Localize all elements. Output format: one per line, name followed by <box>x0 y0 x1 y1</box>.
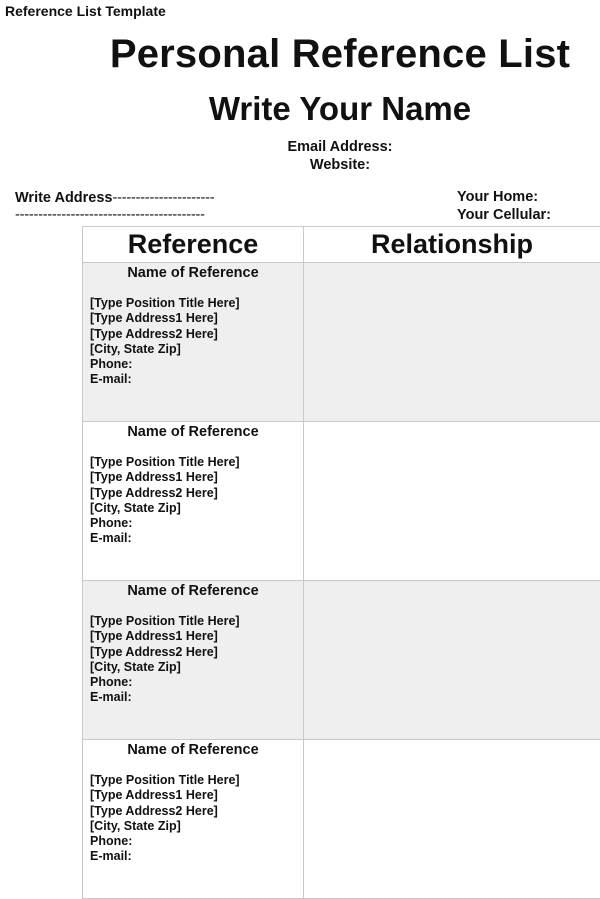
reference-position: [Type Position Title Here] <box>90 773 240 787</box>
reference-city: [City, State Zip] <box>90 341 181 356</box>
website-label: Website: <box>309 157 371 173</box>
reference-city: [City, State Zip] <box>90 818 181 833</box>
reference-cell[interactable] <box>83 581 304 740</box>
reference-name: Name of Reference <box>127 265 259 281</box>
table-row <box>83 581 600 740</box>
page-title: Personal Reference List <box>109 32 571 76</box>
contact-block <box>80 138 600 174</box>
reference-address2: [Type Address2 Here] <box>90 803 218 818</box>
reference-phone: Phone: <box>90 834 133 849</box>
table-header-row <box>83 227 600 263</box>
relationship-cell[interactable] <box>304 263 600 422</box>
reference-email: E-mail: <box>90 531 132 546</box>
table-row <box>83 263 600 422</box>
reference-address1: [Type Address1 Here] <box>90 470 218 485</box>
cell-phone-label: Your Cellular: <box>457 207 551 223</box>
address-dashes-1: ---------------------- <box>112 190 215 206</box>
table-row <box>83 740 600 899</box>
reference-address2: [Type Address2 Here] <box>90 485 218 500</box>
reference-name: Name of Reference <box>127 742 259 758</box>
address-dashes-2: ----------------------------------------- <box>15 207 205 223</box>
reference-name: Name of Reference <box>127 424 259 440</box>
name-heading: Write Your Name <box>208 90 472 127</box>
reference-position: [Type Position Title Here] <box>90 296 240 310</box>
reference-email: E-mail: <box>90 849 132 864</box>
reference-phone: Phone: <box>90 675 133 690</box>
reference-position: [Type Position Title Here] <box>90 455 240 469</box>
reference-phone: Phone: <box>90 516 133 531</box>
table-row <box>83 422 600 581</box>
reference-column-header: Reference <box>83 227 304 263</box>
home-phone-label: Your Home: <box>457 189 539 205</box>
reference-cell[interactable] <box>83 740 304 899</box>
reference-address1: [Type Address1 Here] <box>90 629 218 644</box>
reference-cell[interactable] <box>83 422 304 581</box>
reference-cell[interactable] <box>83 263 304 422</box>
template-label: Reference List Template <box>5 3 166 19</box>
relationship-cell[interactable] <box>304 581 600 740</box>
reference-city: [City, State Zip] <box>90 500 181 515</box>
reference-phone: Phone: <box>90 357 133 372</box>
relationship-cell[interactable] <box>304 740 600 899</box>
reference-address2: [Type Address2 Here] <box>90 326 218 341</box>
reference-address1: [Type Address1 Here] <box>90 788 218 803</box>
reference-email: E-mail: <box>90 372 132 387</box>
reference-city: [City, State Zip] <box>90 659 181 674</box>
address-label: Write Address <box>15 190 113 206</box>
reference-table <box>82 226 600 899</box>
phone-block <box>457 188 551 224</box>
reference-address1: [Type Address1 Here] <box>90 311 218 326</box>
reference-address2: [Type Address2 Here] <box>90 644 218 659</box>
reference-email: E-mail: <box>90 690 132 705</box>
relationship-cell[interactable] <box>304 422 600 581</box>
address-block <box>15 190 214 224</box>
email-label: Email Address: <box>287 139 393 155</box>
reference-position: [Type Position Title Here] <box>90 614 240 628</box>
reference-name: Name of Reference <box>127 583 259 599</box>
relationship-column-header: Relationship <box>304 227 600 263</box>
